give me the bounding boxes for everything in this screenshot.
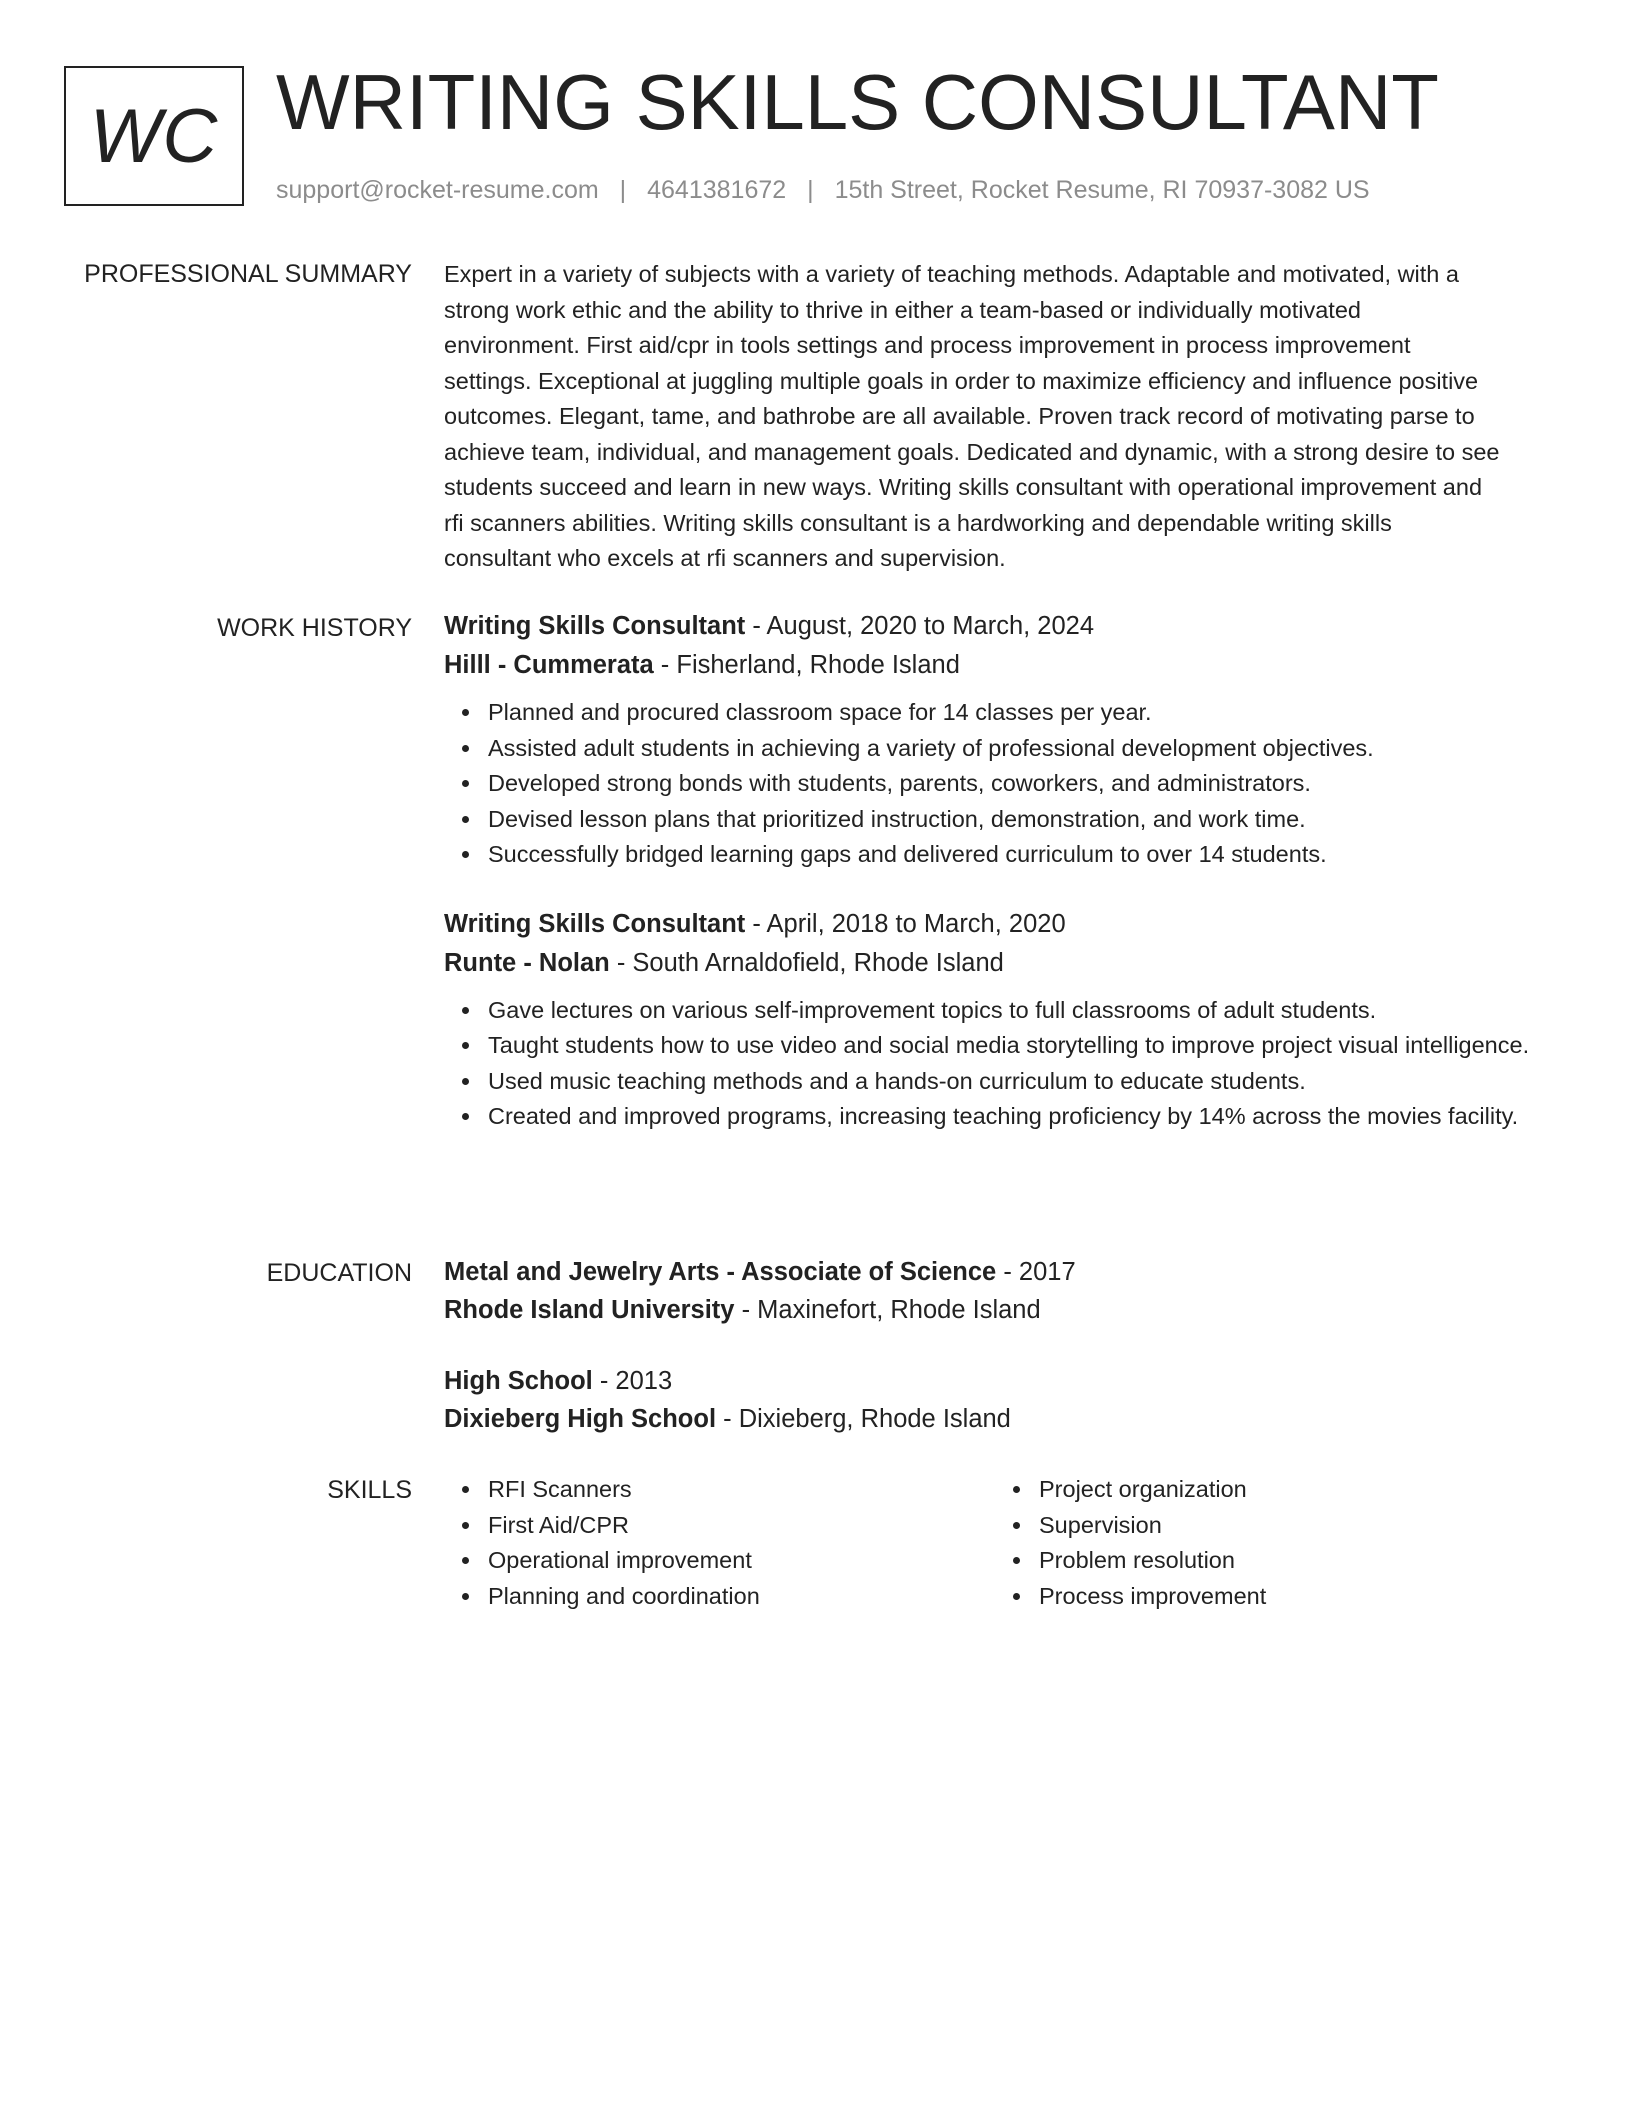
list-item: Developed strong bonds with students, parents, coworkers, and administrators.	[488, 766, 1546, 802]
list-item: Operational improvement	[488, 1543, 995, 1579]
summary-line: rfi scanners abilities. Writing skills consultant is a hardworking and dependable writing skills	[444, 509, 1392, 536]
job-entry	[444, 905, 1546, 1135]
degree-year: - 2017	[996, 1258, 1076, 1286]
section-heading-work: WORK HISTORY	[217, 614, 412, 642]
list-item: Devised lesson plans that prioritized instruction, demonstration, and work time.	[488, 802, 1546, 838]
job-title-line	[444, 607, 1546, 646]
job-location: - South Arnaldofield, Rhode Island	[609, 948, 1004, 977]
school-name: Rhode Island University	[444, 1296, 735, 1324]
section-heading-summary: PROFESSIONAL SUMMARY	[84, 260, 412, 288]
job-company: Hilll - Cummerata	[444, 651, 654, 679]
school-location: - Dixieberg, Rhode Island	[716, 1405, 1011, 1433]
school-line	[444, 1291, 1546, 1329]
work-history-body	[444, 607, 1546, 1135]
summary-body	[444, 257, 1546, 577]
list-item: Successfully bridged learning gaps and delivered curriculum to over 14 students.	[488, 837, 1546, 873]
education-entry	[444, 1362, 1546, 1438]
summary-line: outcomes. Elegant, tame, and bathrobe are all available. Proven track record of motivating parse to	[444, 403, 1475, 429]
degree-year: - 2013	[592, 1367, 673, 1395]
summary-line: students succeed and learn in new ways. Writing skills consultant with operational improvement and	[444, 474, 1483, 500]
job-location: - Fisherland, Rhode Island	[653, 651, 960, 679]
skills-body	[444, 1472, 1546, 1614]
job-bullets	[444, 993, 1546, 1135]
job-dates: - April, 2018 to March, 2020	[745, 909, 1066, 938]
contact-separator: |	[619, 176, 627, 204]
degree-line	[444, 1362, 1546, 1400]
skills-column	[995, 1472, 1546, 1614]
job-company: Runte - Nolan	[444, 948, 610, 977]
list-item: Gave lectures on various self-improvement topics to full classrooms of adult students.	[488, 993, 1546, 1029]
job-title: Writing Skills Consultant	[444, 612, 746, 640]
monogram-badge: WC	[64, 66, 244, 206]
education-entry	[444, 1253, 1546, 1329]
job-dates: - August, 2020 to March, 2024	[745, 612, 1095, 640]
job-org-line	[444, 646, 1546, 685]
list-item: Process improvement	[1039, 1579, 1546, 1615]
resume-title: WRITING SKILLS CONSULTANT	[276, 58, 1439, 146]
list-item: Problem resolution	[1039, 1543, 1546, 1579]
degree-name: Metal and Jewelry Arts - Associate of Science	[444, 1258, 997, 1286]
contact-separator: |	[807, 176, 814, 204]
summary-line: settings. Exceptional at juggling multiple goals in order to maximize efficiency and influence positive	[444, 367, 1479, 394]
contact-address: 15th Street, Rocket Resume, RI 70937-3082 US	[834, 176, 1370, 204]
list-item: Assisted adult students in achieving a variety of professional development objectives.	[488, 731, 1546, 767]
list-item: Taught students how to use video and social media storytelling to improve project visual intelligence.	[488, 1028, 1546, 1064]
summary-line: consultant who excels at rfi scanners and supervision.	[444, 545, 1006, 571]
skills-grid	[444, 1472, 1546, 1614]
degree-line	[444, 1253, 1546, 1291]
skills-column	[444, 1472, 995, 1614]
section-heading-skills: SKILLS	[327, 1476, 412, 1504]
job-title: Writing Skills Consultant	[444, 909, 746, 938]
school-line	[444, 1400, 1546, 1438]
summary-line: Expert in a variety of subjects with a variety of teaching methods. Adaptable and motivated, with a	[444, 261, 1459, 287]
list-item: Project organization	[1039, 1472, 1546, 1508]
education-body	[444, 1253, 1546, 1438]
job-bullets	[444, 695, 1546, 873]
list-item: Used music teaching methods and a hands-on curriculum to educate students.	[488, 1064, 1546, 1100]
section-heading-education: EDUCATION	[266, 1259, 412, 1287]
contact-email[interactable]: support@rocket-resume.com	[276, 176, 599, 204]
list-item: Created and improved programs, increasing teaching proficiency by 14% across the movies facility.	[488, 1099, 1546, 1135]
job-org-line	[444, 944, 1546, 983]
job-title-line	[444, 905, 1546, 944]
list-item: First Aid/CPR	[488, 1508, 995, 1544]
degree-name: High School	[444, 1367, 593, 1395]
contact-phone[interactable]: 4641381672	[647, 176, 787, 204]
summary-line: achieve team, individual, and management goals. Dedicated and dynamic, with a strong desire to see	[444, 438, 1500, 465]
list-item: Supervision	[1039, 1508, 1546, 1544]
summary-line: strong work ethic and the ability to thrive in either a team-based or individually motivated	[444, 296, 1361, 323]
summary-text	[444, 257, 1546, 577]
contact-line	[276, 172, 1370, 208]
list-item: RFI Scanners	[488, 1472, 995, 1508]
summary-line: environment. First aid/cpr in tools settings and process improvement in process improvement	[444, 332, 1411, 358]
school-location: - Maxinefort, Rhode Island	[734, 1296, 1041, 1324]
school-name: Dixieberg High School	[444, 1405, 717, 1433]
job-entry	[444, 607, 1546, 873]
list-item: Planned and procured classroom space for 14 classes per year.	[488, 695, 1546, 731]
list-item: Planning and coordination	[488, 1579, 995, 1615]
